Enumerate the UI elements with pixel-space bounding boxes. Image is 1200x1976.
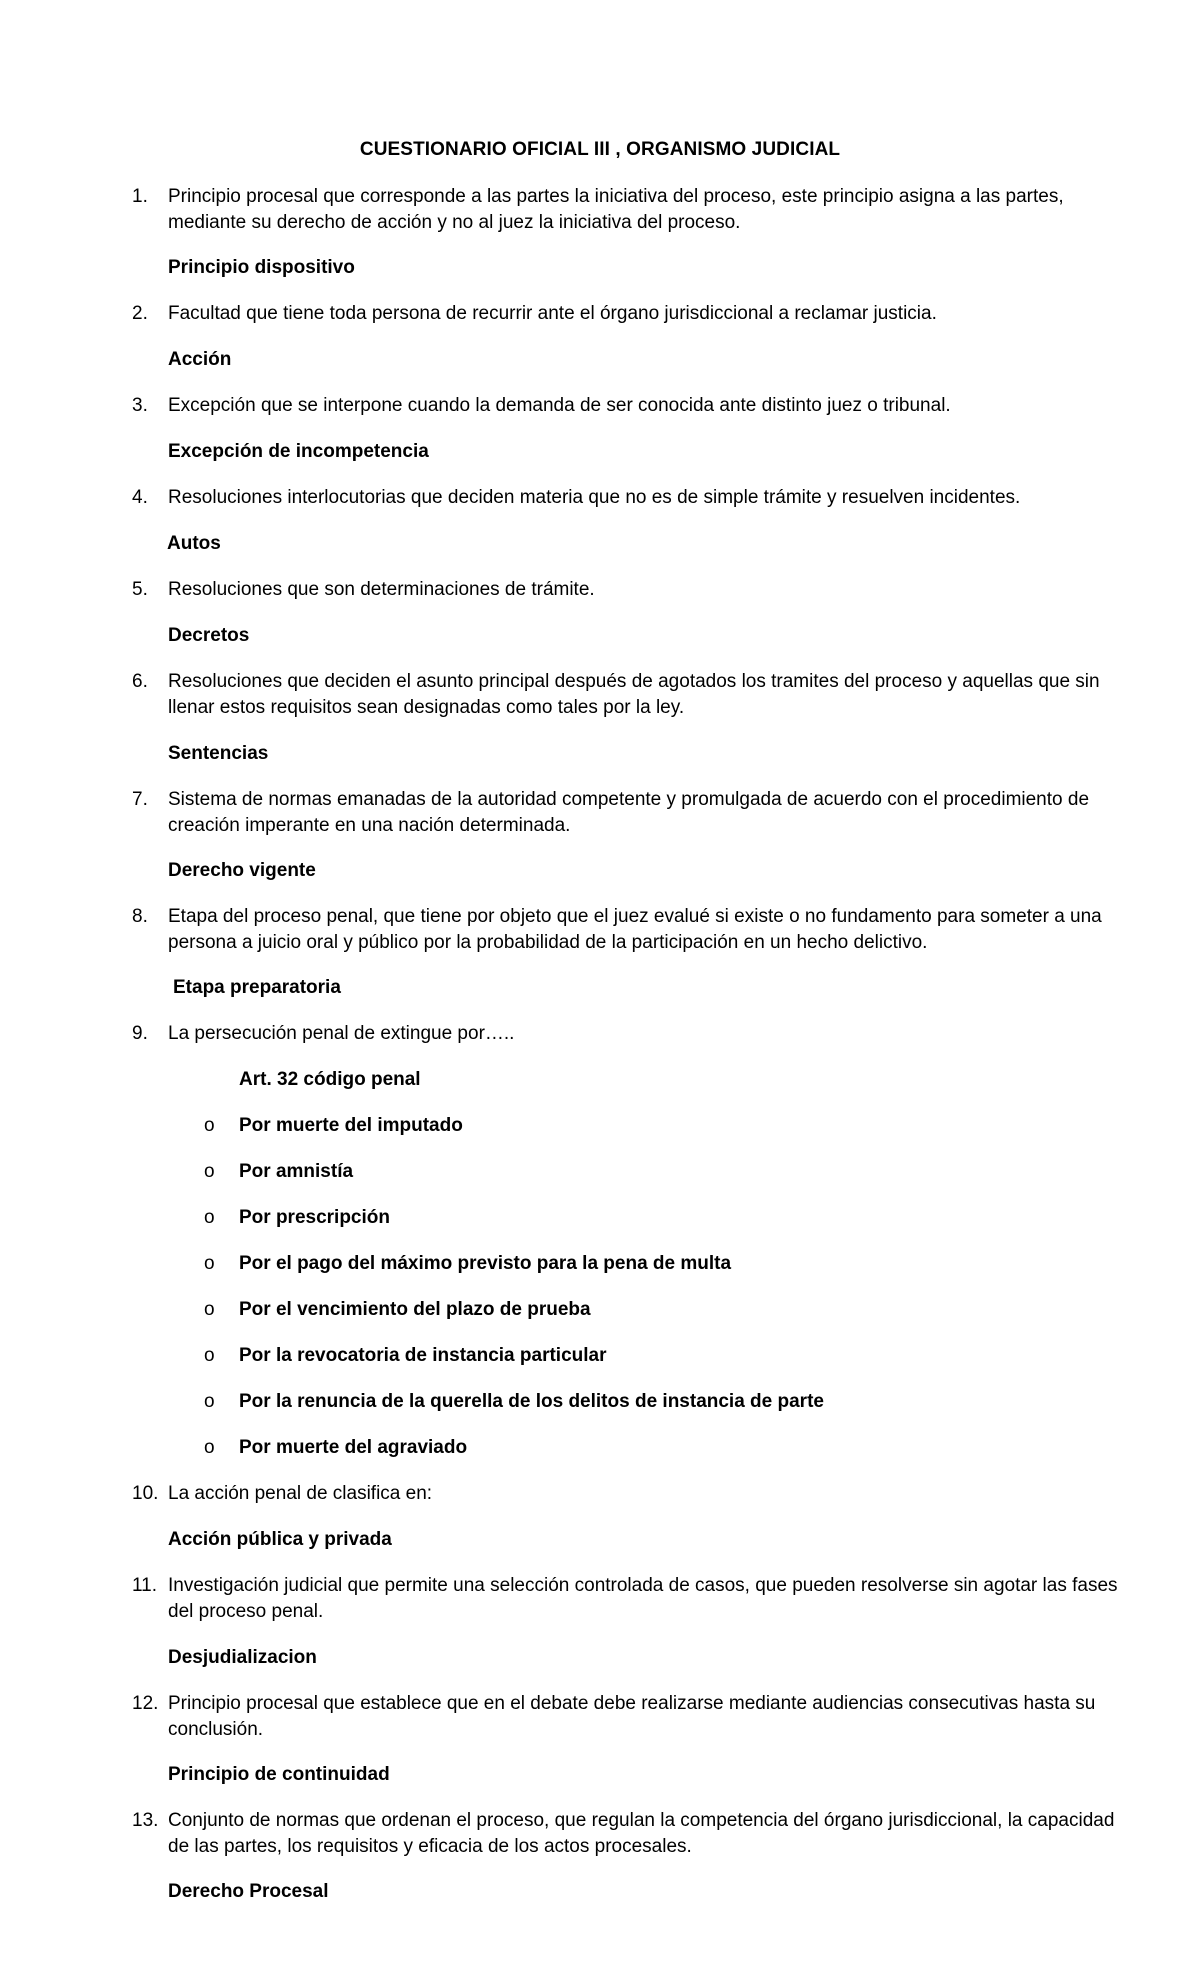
answer-text: Art. 32 código penal xyxy=(239,1069,421,1090)
question-text: Etapa del proceso penal, que tiene por objeto que el juez evalué si existe o no fundamento para someter a una persona a juicio oral y público por la probabilidad de la participación en un hecho delictivo. xyxy=(168,906,1102,953)
answer-text: Desjudializacion xyxy=(168,1647,317,1668)
question-item xyxy=(132,1691,1132,1743)
question-item xyxy=(132,1808,1132,1860)
list-bullet: o xyxy=(204,1299,215,1320)
question-item xyxy=(132,1573,1132,1625)
question-number: 8. xyxy=(132,906,148,927)
document-title: CUESTIONARIO OFICIAL III , ORGANISMO JUDICIAL xyxy=(359,139,841,160)
question-number: 9. xyxy=(132,1023,148,1044)
question-number: 1. xyxy=(132,186,148,207)
answer-text: Decretos xyxy=(168,625,250,646)
list-bullet: o xyxy=(204,1437,215,1458)
question-text: La persecución penal de extingue por….. xyxy=(168,1023,515,1044)
list-bullet: o xyxy=(204,1253,215,1274)
list-item: Por muerte del agraviado xyxy=(239,1437,468,1458)
list-item: Por prescripción xyxy=(239,1207,390,1228)
question-text: Principio procesal que establece que en el debate debe realizarse mediante audiencias consecutivas hasta su conclusión. xyxy=(168,1693,1096,1740)
list-item: Por el pago del máximo previsto para la pena de multa xyxy=(239,1253,732,1274)
list-bullet: o xyxy=(204,1207,215,1228)
list-bullet: o xyxy=(204,1345,215,1366)
question-item xyxy=(132,577,1132,603)
answer-text: Acción pública y privada xyxy=(168,1529,392,1550)
question-item xyxy=(132,184,1132,236)
question-number: 13. xyxy=(132,1810,159,1831)
answer-text: Autos xyxy=(167,533,221,554)
question-text: Resoluciones que deciden el asunto principal después de agotados los tramites del proceso y aquellas que sin llenar estos requisitos sean designadas como tales por la ley. xyxy=(168,671,1100,718)
list-item: Por la renuncia de la querella de los delitos de instancia de parte xyxy=(239,1391,824,1412)
answer-text: Principio de continuidad xyxy=(168,1764,390,1785)
question-text: La acción penal de clasifica en: xyxy=(168,1483,433,1504)
question-item xyxy=(132,787,1132,839)
question-text: Principio procesal que corresponde a las partes la iniciativa del proceso, este principio asigna a las partes, mediante su derecho de acción y no al juez la iniciativa del proceso. xyxy=(168,186,1064,233)
list-bullet: o xyxy=(204,1161,215,1182)
question-item xyxy=(132,1021,1132,1047)
answer-text: Etapa preparatoria xyxy=(173,977,341,998)
question-item xyxy=(132,904,1132,956)
answer-text: Excepción de incompetencia xyxy=(168,441,429,462)
list-item: Por el vencimiento del plazo de prueba xyxy=(239,1299,591,1320)
question-number: 12. xyxy=(132,1693,159,1714)
question-item xyxy=(132,301,1132,327)
question-text: Resoluciones interlocutorias que deciden materia que no es de simple trámite y resuelven incidentes. xyxy=(168,487,1021,508)
question-number: 6. xyxy=(132,671,148,692)
question-item xyxy=(132,1481,1132,1507)
question-number: 11. xyxy=(132,1575,158,1596)
list-item: Por amnistía xyxy=(239,1161,354,1182)
question-text: Facultad que tiene toda persona de recurrir ante el órgano jurisdiccional a reclamar justicia. xyxy=(168,303,937,324)
answer-text: Sentencias xyxy=(168,743,269,764)
question-number: 2. xyxy=(132,303,148,324)
question-text: Resoluciones que son determinaciones de trámite. xyxy=(168,579,595,600)
question-text: Investigación judicial que permite una selección controlada de casos, que pueden resolverse sin agotar las fases del proceso penal. xyxy=(168,1575,1118,1622)
question-number: 10. xyxy=(132,1483,159,1504)
question-number: 5. xyxy=(132,579,148,600)
list-item: Por muerte del imputado xyxy=(239,1115,463,1136)
question-number: 7. xyxy=(132,789,148,810)
answer-text: Acción xyxy=(168,349,232,370)
question-text: Sistema de normas emanadas de la autoridad competente y promulgada de acuerdo con el procedimiento de creación imperante en una nación determinada. xyxy=(168,789,1090,836)
list-bullet: o xyxy=(204,1115,215,1136)
answer-text: Principio dispositivo xyxy=(168,257,355,278)
answer-text: Derecho Procesal xyxy=(168,1881,329,1902)
question-number: 4. xyxy=(132,487,148,508)
question-text: Excepción que se interpone cuando la demanda de ser conocida ante distinto juez o tribunal. xyxy=(168,395,951,416)
question-item xyxy=(132,669,1132,721)
question-item xyxy=(132,393,1132,419)
question-item xyxy=(132,485,1132,511)
answer-text: Derecho vigente xyxy=(168,860,316,881)
list-bullet: o xyxy=(204,1391,215,1412)
question-number: 3. xyxy=(132,395,148,416)
question-text: Conjunto de normas que ordenan el proceso, que regulan la competencia del órgano jurisdiccional, la capacidad de las partes, los requisitos y eficacia de los actos procesales. xyxy=(168,1810,1115,1857)
list-item: Por la revocatoria de instancia particular xyxy=(239,1345,607,1366)
